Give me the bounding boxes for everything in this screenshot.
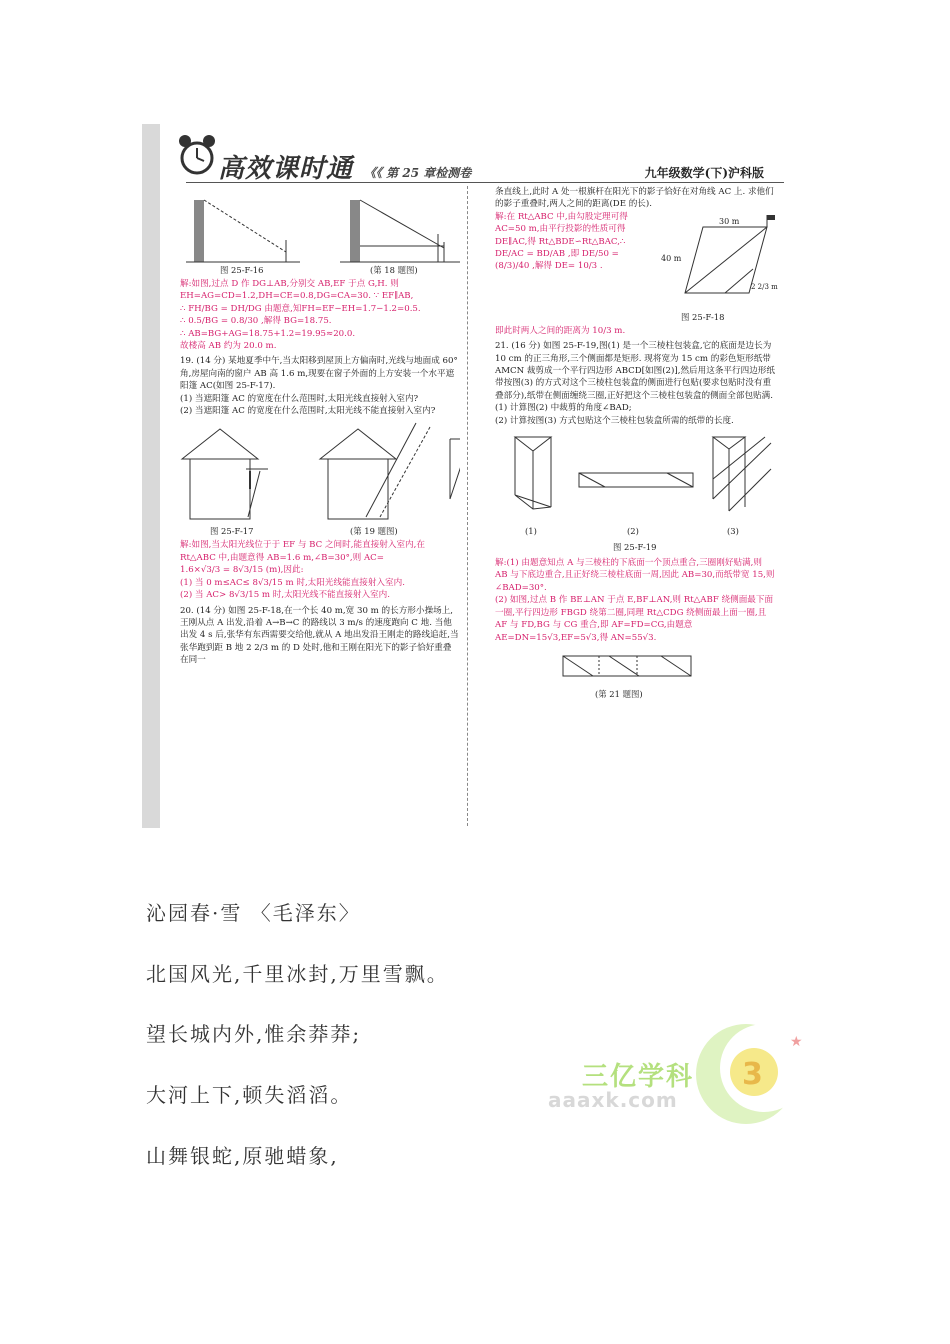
figure-caption: 图 25-F-16 [220, 265, 264, 275]
question-21: 21. (16 分) 如图 25-F-19,图(1) 是一个三棱柱包装盒,它的底面是边长为 10 cm 的正三角形,三个侧面都是矩形. 现将宽为 15 cm 的彩色矩形纸带 AMCN 裁剪成一个平行四边形 ABCD[如图(2)],然后用这条平行四边形纸带按图(3) 的方式对这个三棱柱包装盒的侧面进行包贴(要求包贴时没有重叠部分),纸带在侧面缠绕三圈,正好把这个三棱柱包装盒的侧面全部包贴满. [495, 341, 775, 401]
grade-label: 九年级数学(下)沪科版 [644, 166, 764, 180]
column-divider [467, 186, 468, 826]
figure-caption: (3) [727, 526, 739, 537]
figures-row-21 [495, 429, 775, 555]
watermark-url: aaaxk.com [548, 1088, 678, 1112]
watermark-chinese: 三亿学科 [582, 1062, 695, 1092]
solution-20-block [495, 211, 778, 325]
solution-19-line: 解:如图,当太阳光线位于于 EF 与 BC 之间时,能直接射入室内,在 Rt△ABC 中,由题意得 AB=1.6 m,∠B=30°,则 AC= [180, 540, 425, 563]
header-rule [186, 182, 784, 183]
figure-caption: (第 21 题图) [595, 688, 643, 699]
solution-18-line: ∴ 0.5/BG = 0.8/30 ,解得 BG=18.75. [180, 316, 332, 327]
playground-diagram [659, 213, 779, 309]
star-icon: ★ [790, 1034, 803, 1050]
solution-21-line: 解:(1) 由题意知点 A 与三棱柱的下底面一个顶点重合,三圈刚好贴满,则 AB 与下底边重合,且正好绕三棱柱底面一周,因此 AB=30,而纸带宽 15,则∠BAD=30°. [495, 558, 775, 593]
question-21-part2: (2) 计算按图(3) 方式包贴这个三棱柱包装盒所需的纸带的长度. [495, 415, 734, 426]
figures-row-17-19 [180, 419, 460, 537]
figures-row-16-18 [180, 190, 460, 276]
question-19-part1: (1) 当遮阳篷 AC 的宽度在什么范围时,太阳光线直接射入室内? [180, 393, 419, 404]
poem-line: 望长城内外,惟余莽莽; [146, 1022, 362, 1046]
question-19-part2: (2) 当遮阳篷 AC 的宽度在什么范围时,太阳光线不能直接射入室内? [180, 406, 436, 417]
solution-19-line: (2) 当 AC> 8√3/15 m 时,太阳光线不能直接射入室内. [180, 590, 390, 601]
figure-caption: (第 19 题图) [350, 526, 398, 537]
figure-21-solution [495, 646, 775, 702]
parallelogram-strip-diagram [553, 648, 703, 688]
site-watermark [540, 1018, 810, 1128]
alarm-clock-icon [174, 132, 220, 178]
poem-line: 山舞银蛇,原驰蜡象, [146, 1144, 339, 1168]
left-column [180, 188, 460, 667]
poem-line: 北国风光,千里冰封,万里雪飘。 [146, 962, 449, 986]
figure-caption: (第 18 题图) [370, 265, 418, 275]
prism-packaging-diagrams [495, 429, 775, 533]
solution-18-line: ∴ FH/BG = DH/DG 由题意,知FH=EF−EH=1.7−1.2=0.5. [180, 303, 421, 314]
label-40m: 40 m [661, 253, 682, 263]
label-30m: 30 m [719, 216, 740, 226]
scanned-exam-page [142, 124, 784, 828]
chapter-label: 《《 第 25 章检测卷 [364, 166, 472, 180]
brand-title: 高效课时通 [218, 154, 354, 184]
solution-18-line: 故楼高 AB 约为 20.0 m. [180, 341, 277, 352]
figure-caption: 图 25-F-17 [210, 526, 254, 537]
solution-19-line: 1.6×√3/3 = 8√3/15 (m),因此: [180, 565, 304, 576]
solution-19-line: (1) 当 0 m≤AC≤ 8√3/15 m 时,太阳光线能直接射入室内. [180, 577, 405, 588]
scan-shadow-edge [142, 124, 160, 828]
solution-18-line: 解:如图,过点 D 作 DG⊥AB,分别交 AB,EF 于点 G,H. 则 EH=AG=CD=1.2,DH=CE=0.8,DG=CA=30. ∵ EF∥AB, [180, 279, 414, 302]
question-20-continued: 条直线上,此时 A 处一根旗杆在阳光下的影子恰好在对角线 AC 上. 求他们的影子重叠时,两人之间的距离(DE 的长). [495, 187, 774, 210]
figure-caption: 图 25-F-19 [613, 542, 657, 553]
question-21-part1: (1) 计算图(2) 中裁剪的角度∠BAD; [495, 403, 632, 414]
label-223m: 2 2/3 m [751, 282, 778, 291]
solution-20-line: 解:在 Rt△ABC 中,由勾股定理可得 AC=50 m,由平行投影的性质可得 DE∥AC,得 Rt△BDE∽Rt△BAC,∴ DE/AC = BD/AB ,即 DE/50 = (8/3)/40 ,解得 DE= 10/3 . [495, 211, 628, 272]
figure-caption: (2) [627, 526, 639, 537]
solution-20-line: 即此时两人之间的距离为 10/3 m. [495, 325, 626, 336]
question-20: 20. (14 分) 如图 25-F-18,在一个长 40 m,宽 30 m 的长方形小操场上,王刚从点 A 出发,沿着 A→B→C 的路线以 3 m/s 的速度跑向 C 地. 当他出发 4 s 后,张华有东西需要交给他,就从 A 地出发沿王刚走的路线追赶,当张华跑到距 B 地 2 2/3 m 的 D 处时,他和王刚在阳光下的影子恰好重叠在同一 [180, 605, 459, 666]
figure-caption: 图 25-F-18 [681, 311, 725, 322]
solution-21-line: (2) 如图,过点 B 作 BE⊥AN 于点 E,BF⊥AN,则 Rt△ABF 绕侧面最下面一圈,平行四边形 FBGD 绕第二圈,同理 Rt△CDG 绕侧面最上面一圈,且 AF 与 FD,BG 与 CG 重合,即 AF=FD=CG,由题意 AE=DN=15√3,EF=5√3,得 AN=55√3. [495, 595, 774, 643]
logo-number: 3 [742, 1057, 763, 1092]
poem-line: 大河上下,顿失滔滔。 [146, 1083, 353, 1107]
crescent-moon-logo-icon [686, 1018, 810, 1128]
right-column [495, 186, 778, 704]
question-19: 19. (14 分) 某地夏季中午,当太阳移到屋顶上方偏南时,光线与地面成 60°角,房屋向南的窗户 AB 高 1.6 m,现要在窗子外面的上方安装一个水平遮阳篷 AC(如图 25-F-17). [180, 356, 458, 392]
solution-18-line: ∴ AB=BG+AG=18.75+1.2=19.95≈20.0. [180, 328, 356, 339]
page-header [160, 124, 784, 186]
figure-caption: (1) [525, 526, 537, 537]
house-sunlight-diagrams [180, 419, 460, 525]
poem-title: 沁园春·雪 〈毛泽东〉 [146, 901, 361, 925]
